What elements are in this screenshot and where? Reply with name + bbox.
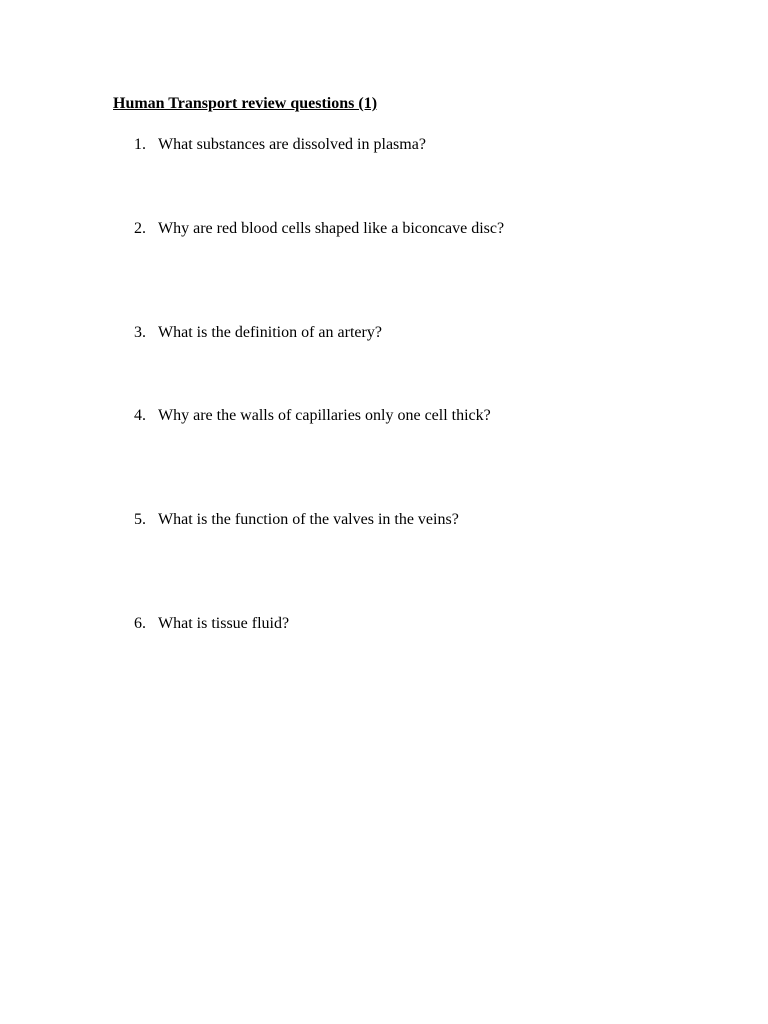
question-item-2 [134,218,504,240]
question-text: Why are the walls of capillaries only one cell thick? [158,407,491,424]
question-text: Why are red blood cells shaped like a biconcave disc? [158,220,505,237]
question-item-5 [134,509,459,531]
question-text: What is the function of the valves in the veins? [158,511,459,528]
question-number: 1. [134,136,146,153]
question-item-6 [134,613,289,635]
question-item-1 [134,134,426,156]
question-number: 2. [134,220,146,237]
page-title: Human Transport review questions (1) [113,95,378,112]
question-text: What is the definition of an artery? [158,324,382,341]
question-number: 6. [134,615,146,632]
question-text: What substances are dissolved in plasma? [158,136,426,153]
question-item-3 [134,322,382,344]
question-number: 3. [134,324,146,341]
question-number: 5. [134,511,146,528]
question-number: 4. [134,407,146,424]
question-item-4 [134,405,491,427]
question-text: What is tissue fluid? [158,615,290,632]
